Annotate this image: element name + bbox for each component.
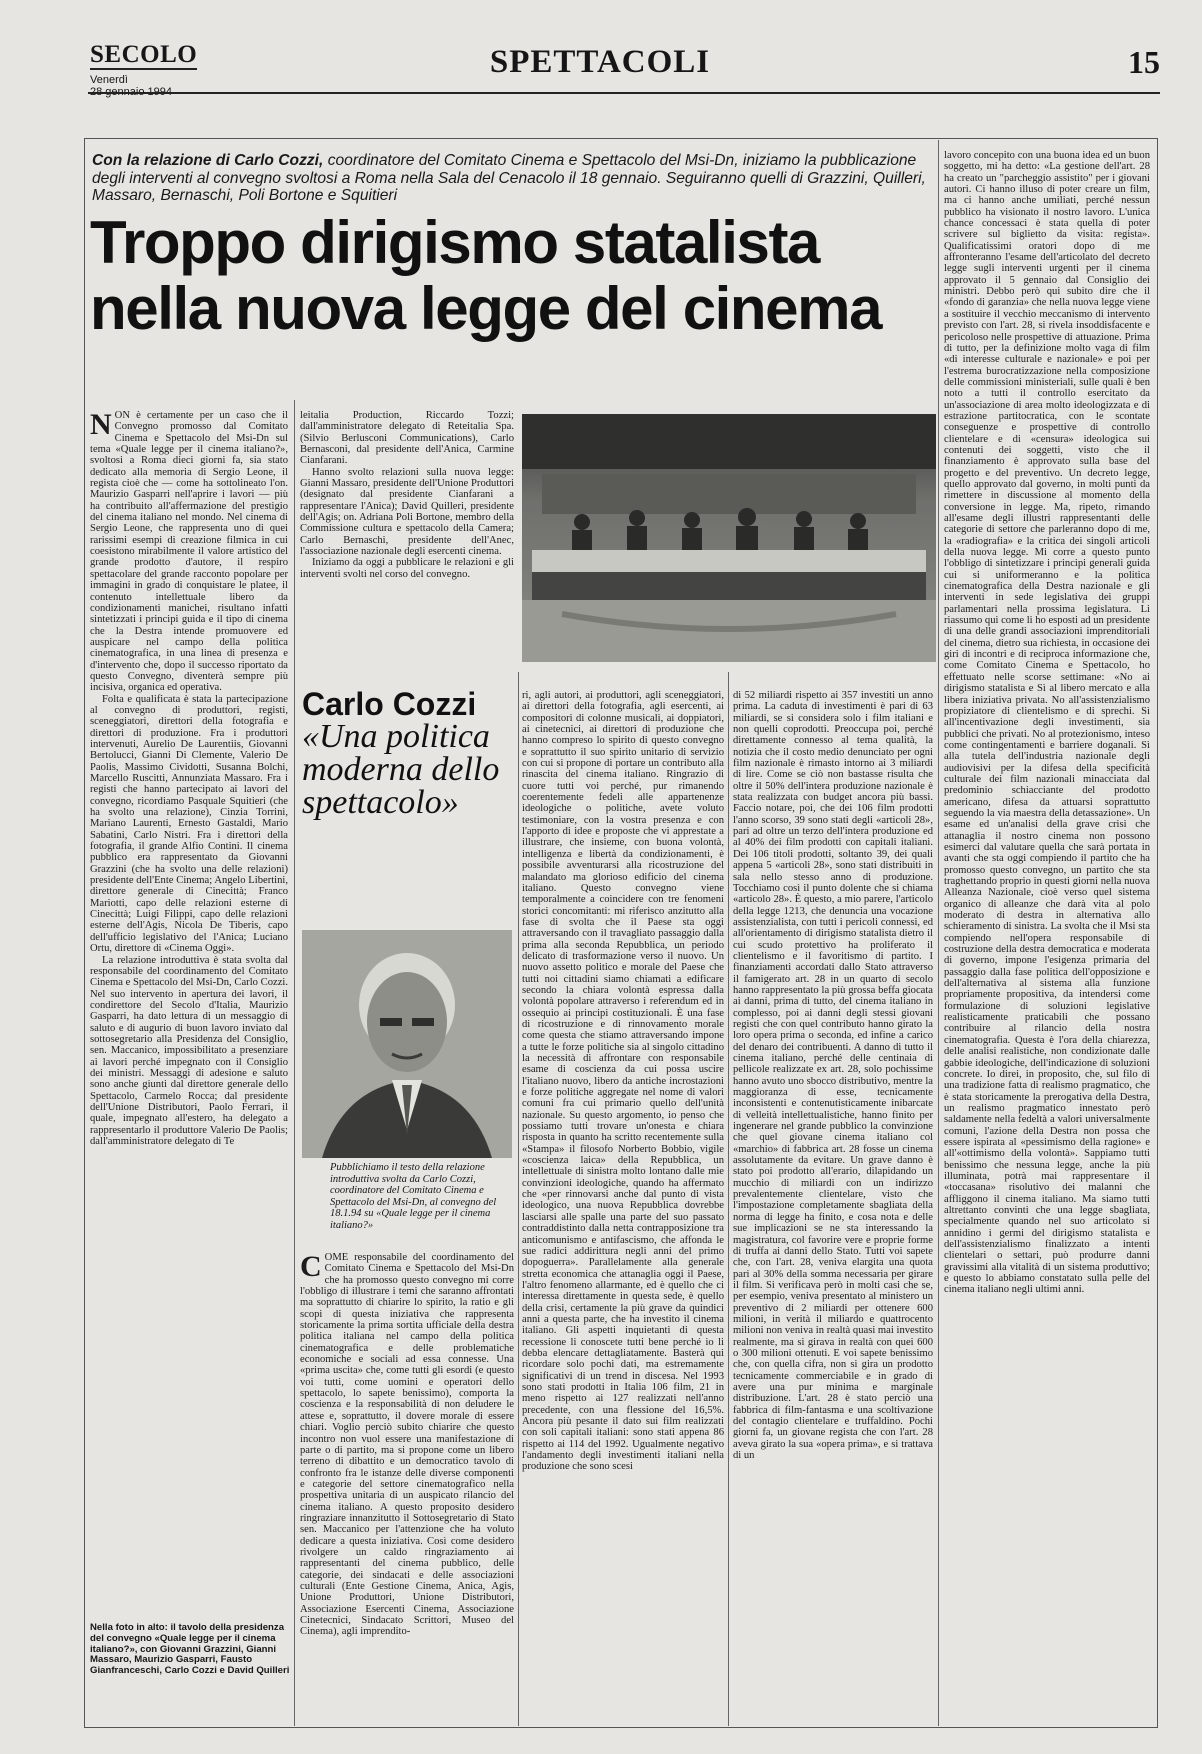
dropcap-n: N — [90, 410, 112, 441]
interview-quote: «Una politica moderna dello spettacolo» — [302, 718, 500, 821]
column-3-text — [522, 690, 724, 1722]
column-divider — [518, 672, 519, 1726]
column-2-lower-text — [300, 1252, 514, 1722]
column-2-upper-text — [300, 410, 514, 672]
article-kicker — [92, 152, 930, 205]
conference-photo — [522, 414, 936, 662]
headline-line-1: Troppo dirigismo statalista — [90, 209, 819, 276]
col1-paragraph-2: Folta e qualificata è stata la partecipazione al convegno di produttori, registi, sceneggiatori, direttori della fotografia e direttori di produzione. Fra i produttori intervenuti, Aurelio De Laurentiis, Giovanni Bertolucci, Gianni Di Clemente, Valerio De Paolis, Massimo Cividotti, Susanna Bolchi, Marcello Ruscitti, Annunziata Massaro. Fra i registi che hanno partecipato ai lavori del convegno, ricordiamo Pasquale Squitieri (che ha svolto una relazione), Cinzia Torrini, Mariano Laurenti, Ernesto Gastaldi, Mario Sabatini, Carlo Nistri. Fra i direttori della fotografia, il grande Alfio Contini. Il cinema pubblico era rappresentato da Giovanni Grazzini (che ha svolto una delle relazioni) presidente dell'Ente Cinema; Angelo Libertini, direttore generale di Cinecittà; Franco Mariotti, capo delle relazioni esterne di Cinecittà; Luigi Filippi, capo delle relazioni esterne dell'Agis, Nicola De Tiberis, capo dell'ufficio legislativo del l'Anica; Luciano Ortu, direttore di «Cinema Oggi». — [90, 693, 288, 955]
col5-body: lavoro concepito con una buona idea ed un buon soggetto, mi ha detto: «La gestione dell'art. 28 ha creato un "parcheggio assistito" per i giovani autori. Ci hanno illuso di poter creare un film, ma ci hanno anche umiliati, perché nessun pubblico ha visionato il nostro lavoro. L'unica chance concessaci è stata quella di poter scrivere sul biglietto da visita: regista». Qualificatissimi oratori dopo di me affronteranno l'esame dell'articolato del decreto legge sugli interventi urgenti per il cinema approvato il 5 gennaio dal Consiglio dei ministri. Debbo però qui subito dire che il «fondo di garanzia» che nella nuova legge viene a sostituire il vecchio meccanismo di intervento previsto con l'art. 28, si rivela insoddisfacente e pericoloso nelle prospettive di attuazione. Prima di tutto, per la definizione molto vaga di film «di interesse culturale e nazionale» e poi per l'estrema burocratizzazione nella composizione delle commissioni ministeriali, sulle quali è ben noto a tutti il controllo esercitato da un'associazione di area molto ideologizzata e di estrazione partitocratica, con le scontate conseguenze e prospettive di controllo clientelare e di «censura» ideologica sui contenuti dei soggetti, visto che il finanziamento è approvato sulla base del progetto e del preventivo. Un decreto legge, quello approvato dal governo, in molti punti da rimettere in discussione al momento della conversione in legge. Ma, ripeto, rimando all'esame degli illustri rappresentanti delle categorie di settore che parleranno dopo di me, la «radiografia» e la critica dei singoli articoli della nuova legge. Mi corre a questo punto l'obbligo di sintetizzare i principi generali guida cui si uniformeranno e la politica cinematografica della Destra nazionale e gli interventi in sede legislativa dei gruppi parlamentari nella prossima legislatura. Li riassumo qui come li ho esposti ad un presidente di una delle grandi associazioni imprenditoriali del cinema, dietro sua richiesta, in occasione dei giri di incontri e di reciproca informazione che, come Comitato Cinema e Spettacolo, ho effettuato nelle scorse settimane: «No ai dirigismo statalista e Sì al libero mercato e alla libera iniziativa privata. No all'assistenzialismo propiziatore di clientelismo e di sprechi. Sì all'incentivazione degli investimenti, sia pubblici che privati. No al protezionismo, inteso come contingentamenti e barriere doganali. Sì alla tutela dell'industria nazionale degli audiovisivi per la difesa della specificità culturale dei film nazionali minacciata dal predominio schiacciante del prodotto americano, difesa da attuarsi soprattutto seguendo la via maestra della detassazione». Un esame ed un'analisi della grave crisi che attanaglia il nostro cinema non possono esimerci dal valutare quella che sarà portata in avanti che sta oggi compiendo il partito che ha promosso questo convegno, un partito che sta traghettando proprio in questi giorni nella nuova Alleanza Nazionale, cioè verso quel sistema organico di alleanze che darà vita al polo moderato di destra in alternativa allo schieramento di sinistra. La svolta che il Msi sta compiendo nell'opera responsabile di costruzione della destra democratica e moderata di governo, impone l'esigenza primaria del passaggio dalla fase politica dell'opposizione e dell'alternativa al sistema alla funzione propriamente propositiva, da intendersi come formulazione di soluzioni legislative realisticamente praticabili che possano contribuire al rilancio della nostra cinematografia. Questa è l'ora della chiarezza, delle analisi realistiche, non condizionate dalle gabbie ideologiche, dell'indicazione di soluzioni concrete. Io direi, in proposito, che, sul filo di una tradizione fatta di realismo pragmatico, che è stata storicamente la prerogativa della Destra, un realismo pragmatico innestato però saldamente nella fedeltà a valori universalmente comuni, l'azione della Destra non possa che essere ispirata al «pessimismo della ragione» e all'«ottimismo della volontà». Sappiamo tutti benissimo che nessuna legge, anche la più illuminata, potrà mai rappresentare il «toccasana» risolutivo dei malanni che affliggono il cinema italiano. Ma siamo tutti altrettanto convinti che una legge sbagliata, specialmente quando nel suo articolato si annidino i germi del dirigismo statalista e dell'assistenzialismo finalizzato a intenti clientelari o settari, può produrre danni gravissimi alla vitalità di un sistema produttivo; e questo lo abbiamo constatato sulla pelle del cinema italiano negli ultimi anni. — [944, 150, 1150, 1296]
interview-name: Carlo Cozzi — [302, 686, 477, 722]
section-title: SPETTACOLI — [489, 44, 711, 80]
photo-caption-top: Nella foto in alto: il tavolo della presidenza del convegno «Quale legge per il cinema italiano?», con Giovanni Grazzini, Gianni Massaro, Maurizio Gasparri, Fausto Gianfranceschi, Carlo Cozzi e David Quilleri — [90, 1622, 290, 1677]
page-number: 15 — [1128, 44, 1160, 80]
column-divider — [294, 400, 295, 1726]
column-divider — [728, 672, 729, 1726]
portrait-photo — [302, 930, 512, 1158]
col2-body: OME responsabile del coordinamento del Comitato Cinema e Spettacolo del Msi-Dn che ha promosso questo convegno mi corre l'obbligo di illustrare i temi che saranno affrontati ma soprattutto di chiarire lo spirito, la ratio e gli scopi di questa iniziativa che rappresenta storicamente la prima sortita ufficiale della destra politica italiana nel campo della politica cinematografica e delle problematiche economiche e sociali ad essa connesse. Una «prima uscita» che, come tutti gli esordi (e questo voi tutti, come uomini e operatori dello spettacolo, lo sapete benissimo), comporta la coscienza e la responsabilità di non deludere le attese e, soprattutto, il dovere morale di essere chiari. Voglio perciò subito chiarire che questo incontro non vuol essere una manifestazione di parte o di partito, ma si propone come un libero terreno di dibattito e un democratico tavolo di confronto fra le istanze delle diverse componenti e categorie del settore cinematografico nella prospettiva unitaria di un auspicato rilancio del cinema italiano. A questo proposito desidero ringraziare innanzitutto il Sottosegretario di Stato sen. Maccanico per l'attenzione che ha voluto dedicare a questa iniziativa. Così come desidero rivolgere un caldo ringraziamento ai rappresentanti del cinema pubblico, delle categorie, dei sindacati e delle associazioni culturali (Ente Gestione Cinema, Anica, Agis, Unione Produttori, Unione Distributori, Associazione Esercenti Cinema, Associazione Cinetecnici, Sindacato Scrittori, Museo del Cinema), agli imprendito- — [300, 1252, 514, 1638]
article-headline — [90, 210, 930, 342]
col1-paragraph-3: La relazione introduttiva è stata svolta dal responsabile del coordinamento del Comitato Cinema e Spettacolo del Msi-Dn, Carlo Cozzi. Nel suo intervento in apertura dei lavori, il condirettore del Secolo d'Italia, Maurizio Gasparri, ha dato lettura di un messaggio di saluto e di augurio di buon lavoro inviato dal sottosegretario alla Presidenza del Consiglio, sen. Maccanico, impossibilitato a presenziare ai lavori perché impegnato con il Consiglio dei ministri. Messaggi di adesione e saluto sono anche giunti dal direttore generale dello Spettacolo, Carmelo Rocca; dal presidente dell'Unione Distributori, Paolo Ferrari, il quale, impegnato all'estero, ha delegato a rappresentarlo il produttore Valerio De Paolis; dall'amministratore delegato di Te — [90, 954, 288, 1147]
portrait-caption: Pubblichiamo il testo della relazione introduttiva svolta da Carlo Cozzi, coordinatore del Comitato Cinema e Spettacolo del Msi-Dn, al convegno del 18.1.94 su «Quale legge per il cinema italiano?» — [330, 1162, 497, 1231]
column-divider — [938, 140, 939, 1726]
column-1-text — [90, 410, 288, 1618]
masthead-left — [90, 42, 250, 98]
dropcap-c: C — [300, 1252, 322, 1283]
conference-photo-image — [522, 414, 936, 662]
col2-paragraph-1: leitalia Production, Riccardo Tozzi; dall'amministratore delegato di Reteitalia Spa. (Silvio Berlusconi Communications), Carlo Bernasconi, dal presidente dell'Anica, Carmine Cianfarani. — [300, 410, 514, 467]
masthead-rule — [88, 92, 1160, 94]
kicker-text: coordinatore del Comitato Cinema e Spettacolo del Msi-Dn, iniziamo la pubblicazione degli interventi al convegno svoltosi a Roma nella Sala del Cenacolo il 18 gennaio. Seguiranno quelli di Grazzini, Quilleri, Massaro, Bernaschi, Poli Bortone e Squitieri — [92, 152, 926, 205]
portrait-image — [302, 930, 512, 1158]
kicker-lead: Con la relazione di Carlo Cozzi, — [92, 152, 324, 169]
newspaper-brand: SECOLO — [90, 41, 198, 68]
col4-body: di 52 miliardi rispetto ai 357 investiti un anno prima. La caduta di investimenti è pari di 63 miliardi, se si considera solo i film italiani e non quelli coprodotti. Preoccupa poi, perché direttamente connesso al tema qualità, la notizia che il costo medio denunciato per ogni film nazionale è rimasto intorno ai 3 miliardi di lire. Come se ciò non bastasse risulta che oltre il 50% dell'intera produzione nazionale è stata realizzata con budget ancora più bassi. Faccio notare, poi, che dei 106 film prodotti l'anno scorso, 39 sono stati degli «articoli 28», pari ad oltre un terzo dell'intera produzione ed al 40% dei film prodotti con capitali italiani. Dei 106 titoli prodotti, soltanto 39, dei quali appena 5 «articoli 28», sono stati distribuiti in sala nello stesso anno di produzione. Tocchiamo così il punto dolente che si chiama «articolo 28». È questo, a mio parere, l'articolo della legge 1213, che denuncia una vocazione assistenzialista, con tutti i pericoli connessi, ed all'orientamento di dirigismo statalista dietro il cui scudo protettivo ha proliferato il clientelismo e il favoritismo di partito. I finanziamenti accordati dallo Stato attraverso il famigerato art. 28 in un quarto di secolo hanno rappresentato la più grossa beffa giocata ai danni, prima di tutto, del cinema italiano in complesso, poi ai danni degli stessi giovani registi che con quel contributo hanno girato la loro opera prima o seconda, ed infine a carico del denaro dei contribuenti. A danno di tutto il cinema italiano, perché delle centinaia di pellicole realizzate ex art. 28, solo pochissime hanno avuto uno sbocco distributivo, mentre la maggioranza di esse, tecnicamente inconsistenti e contenutisticamente inibarcate di velleità intellettualistiche, hanno finito per ingenerare nel grande pubblico la convinzione che quel giovane cinema italiano col «marchio» di fabbrica art. 28 fosse un cinema assolutamente da evitare. Un grave danno è stato poi prodotto all'erario, dilapidando un mucchio di miliardi con un indirizzo prevalentemente clientelare, visto che l'impostazione completamente sbagliata della norma di legge ha finito, e cosa nota e delle sue implicazioni se ne sta interessando la magistratura, col favorire vere e proprie forme di truffa ai danni dello Stato. Tutti voi sapete che, con l'art. 28, veniva elargita una quota pari al 30% della somma necessaria per girare il film. Si verificava però in molti casi che se, per esempio, veniva presentato al ministero un preventivo di 2 miliardi per ottenere 600 milioni, in verità il miliardo e quattrocento milioni non veniva in realtà quasi mai investito realmente, ma si girava in realtà con quei 600 o 300 milioni ottenuti. E voi sapete benissimo che, con quella cifra, non si gira un prodotto tecnicamente commerciabile e in grado di avere una pur minima e marginale distribuzione. L'art. 28 è stato perciò una fabbrica di film-fantasma e una scoltivazione del contagio clientelare e truffaldino. Pochi giorni fa, un giovane regista che con l'art. 28 aveva girato la sua «opera prima», e si trattava di un — [733, 690, 933, 1462]
column-5-text — [944, 150, 1150, 1722]
col3-body: ri, agli autori, ai produttori, agli sceneggiatori, ai direttori della fotografia, agli esercenti, ai compositori di colonne musicali, ai doppiatori, ai cinetecnici, ai direttori di produzione che hanno compreso lo spirito di questo convegno e soprattutto il suo spirito unitario di servizio con cui si propone di portare un contributo alla rinascita del cinema italiano. Ringrazio di cuore tutti voi perché, pur rimanendo coerentemente fedeli alle appartenenze ideologiche o politiche, avete voluto testimoniare, con la vostra presenza e con l'apporto di idee e proposte che vi apprestate a illustrare, che insieme, con buona volontà, intelligenza e libertà da condizionamenti, è possibile avventurarsi alla ricostruzione del malandato ma glorioso edificio del cinema italiano. Questo convegno viene temporalmente a coincidere con tre fenomeni storici concomitanti: mi riferisco anzitutto alla fase di svolta che il Paese sta oggi attraversando con il travagliato passaggio dalla prima alla seconda Repubblica, un periodo delicato di trasformazione verso il nuovo. Un nuovo assetto politico e morale del Paese che tutti noi cittadini siamo chiamati a edificare secondo la chiara volontà espressa dalla volontà popolare attraverso i referendum ed in ossequio ai principi costituzionali. È una fase di ricostruzione e di rinnovamento morale come questa che stiamo attraversando impone a tutte le forze politiche sia al singolo cittadino la necessità di affrontare con responsabile esame di coscienza da cui possa uscire l'italiano nuovo, libero da antiche incrostazioni e forze politiche aggregate nel nome di valori comuni fra cui primario quello dell'unità nazionale. Su questo argomento, io penso che possiamo tutti trovare un'onesta e chiara risposta in quanto ha scritto recentemente sulla «Stampa» il filosofo Norberto Bobbio, vigile «coscienza laica» della Repubblica, un intellettuale di sinistra molto lontano dalle mie convinzioni ideologiche, quando ha affermato che «per rinnovarsi anche dal punto di vista ideologico, una nuova Repubblica dovrebbe lasciarsi alle spalle una parte del suo passato contraddistinto dalla netta contrapposizione tra anticomunismo e antifascismo, che affonda le sue radici addirittura negli anni del primo dopoguerra». Parallelamente alla generale stretta economica che attanaglia oggi il Paese, l'altro fenomeno allarmante, ed è quello che ci interessa direttamente in questa sede, è quello della crisi, certamente la più grave da quindici anni a questa parte, che ha investito il cinema italiano. Gli aspetti inquietanti di questa recessione li conoscete tutti bene perché io li debba elencare dettagliatamente. Basterà qui ricordare solo pochi dati, ma estremamente significativi di un trend in discesa. Nel 1993 sono stati prodotti in Italia 106 film, 21 in meno rispetto ai 127 realizzati nell'anno precedente, con una flessione del 16,5%. Ancora più pesante il dato sui film realizzati con soli capitali italiani: sono stati appena 86 rispetto ai 114 del 1992. Ugualmente negativo l'andamento degli investimenti italiani nella produzione che sono scesi — [522, 690, 724, 1473]
col2-paragraph-2: Hanno svolto relazioni sulla nuova legge: Gianni Massaro, presidente dell'Unione Produttori (designato dal presidente Cianfarani a rappresentare l'Anica); David Quilleri, presidente dell'Agis; on. Adriana Poli Bortone, membro della Commissione cultura e spettacolo della Camera; Carlo Bernaschi, presidente dell'Anec, l'associazione nazionale degli esercenti cinema. — [300, 466, 514, 558]
col1-paragraph-1: ON è certamente per un caso che il Convegno promosso dal Comitato Cinema e Spettacolo del Msi-Dn sul tema «Quale legge per il cinema italiano?», svoltosi a Roma dieci giorni fa, sia stato dedicato alla memoria di Sergio Leone, il regista cioè che — come ha sottolineato l'on. Maurizio Gasparri nell'aprire i lavori — più ha contribuito all'affermazione del prestigio del cinema italiano nel mondo. Nel cinema di Sergio Leone, che rappresenta uno di quei rarissimi esempi di creazione filmica in cui coesistono mirabilmente il valore artistico del grande prodotto d'autore, il respiro spettacolare del grande racconto popolare per immagini in grado di conquistare le platee, il contenuto intellettuale libero da condizionamenti manichei, risultano infatti sintetizzati i principi guida e il tipo di cinema che la Destra intende promuovere ed auspicare nel campo della politica cinematografica, in una linea di presenza e d'intervento che, dopo il successo riportato da questo Convegno, diventerà sempre più incisiva, organica ed operativa. — [90, 410, 288, 694]
publication-day: Venerdì — [90, 74, 128, 86]
col2-paragraph-3: Iniziamo da oggi a pubblicare le relazioni e gli interventi svolti nel corso del convegno. — [300, 557, 514, 580]
headline-line-2: nella nuova legge del cinema — [90, 275, 882, 342]
column-4-text — [733, 690, 933, 1722]
